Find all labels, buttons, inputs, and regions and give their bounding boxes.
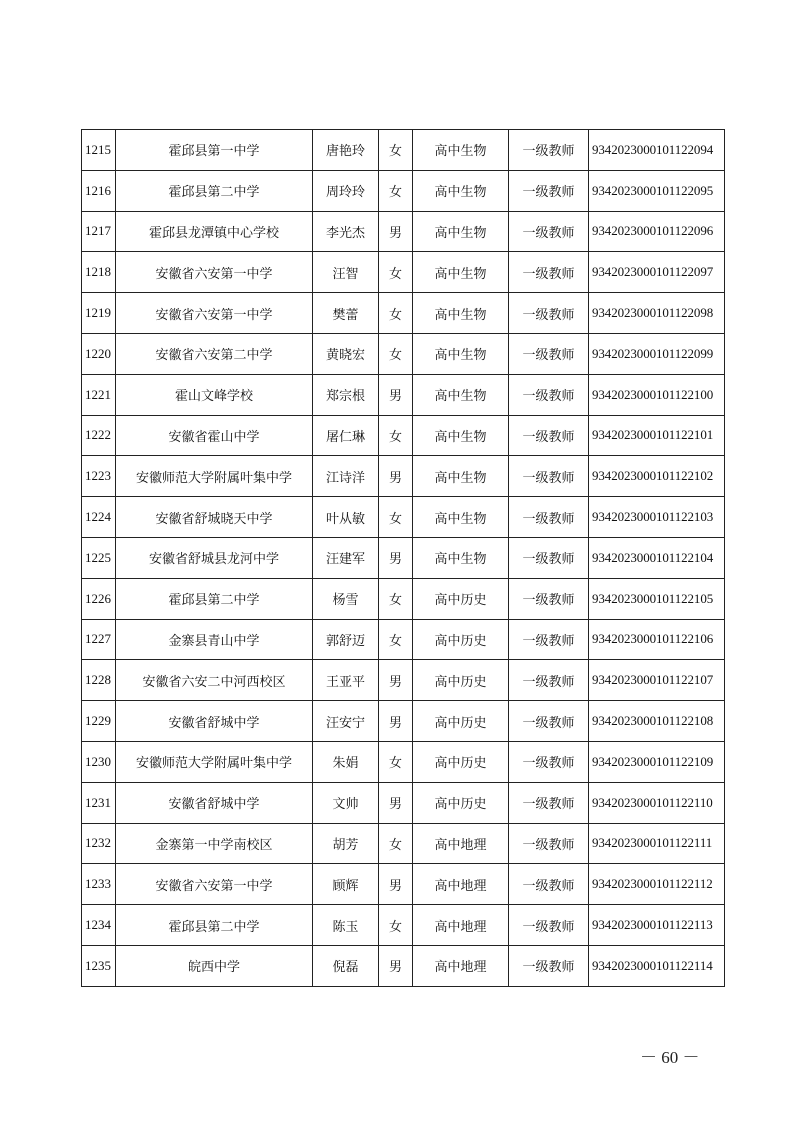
- teacher-name-cell: 唐艳玲: [313, 130, 379, 171]
- teacher-name-cell: 李光杰: [313, 211, 379, 252]
- teacher-name-cell: 叶从敏: [313, 497, 379, 538]
- professional-title-cell: 一级教师: [509, 252, 589, 293]
- subject-cell: 高中历史: [413, 782, 509, 823]
- gender-cell: 男: [379, 701, 413, 742]
- table-row: [82, 701, 725, 742]
- certificate-number-cell: 9342023000101122096: [589, 211, 725, 252]
- serial-number-cell: 1225: [82, 537, 116, 578]
- professional-title-cell: 一级教师: [509, 782, 589, 823]
- gender-cell: 女: [379, 415, 413, 456]
- teacher-name-cell: 汪智: [313, 252, 379, 293]
- school-cell: 安徽省舒城晓天中学: [116, 497, 313, 538]
- certificate-number-cell: 9342023000101122099: [589, 333, 725, 374]
- certificate-number-cell: 9342023000101122114: [589, 945, 725, 986]
- school-cell: 霍邱县第二中学: [116, 578, 313, 619]
- professional-title-cell: 一级教师: [509, 333, 589, 374]
- teacher-name-cell: 杨雪: [313, 578, 379, 619]
- school-cell: 安徽省六安第一中学: [116, 864, 313, 905]
- teacher-name-cell: 郭舒迈: [313, 619, 379, 660]
- teacher-name-cell: 江诗洋: [313, 456, 379, 497]
- certificate-number-cell: 9342023000101122094: [589, 130, 725, 171]
- subject-cell: 高中生物: [413, 211, 509, 252]
- school-cell: 金寨第一中学南校区: [116, 823, 313, 864]
- table-row: [82, 170, 725, 211]
- teacher-name-cell: 胡芳: [313, 823, 379, 864]
- table-row: [82, 130, 725, 171]
- school-cell: 霍邱县龙潭镇中心学校: [116, 211, 313, 252]
- professional-title-cell: 一级教师: [509, 741, 589, 782]
- subject-cell: 高中生物: [413, 293, 509, 334]
- subject-cell: 高中地理: [413, 945, 509, 986]
- professional-title-cell: 一级教师: [509, 578, 589, 619]
- serial-number-cell: 1234: [82, 905, 116, 946]
- professional-title-cell: 一级教师: [509, 497, 589, 538]
- school-cell: 安徽省六安第二中学: [116, 333, 313, 374]
- subject-cell: 高中地理: [413, 864, 509, 905]
- teacher-name-cell: 屠仁琳: [313, 415, 379, 456]
- school-cell: 安徽省舒城中学: [116, 782, 313, 823]
- certificate-number-cell: 9342023000101122102: [589, 456, 725, 497]
- professional-title-cell: 一级教师: [509, 293, 589, 334]
- table-row: [82, 211, 725, 252]
- gender-cell: 女: [379, 252, 413, 293]
- table-row: [82, 415, 725, 456]
- certificate-number-cell: 9342023000101122109: [589, 741, 725, 782]
- table-row: [82, 660, 725, 701]
- serial-number-cell: 1233: [82, 864, 116, 905]
- teacher-name-cell: 陈玉: [313, 905, 379, 946]
- table-row: [82, 823, 725, 864]
- gender-cell: 男: [379, 782, 413, 823]
- certificate-number-cell: 9342023000101122101: [589, 415, 725, 456]
- professional-title-cell: 一级教师: [509, 660, 589, 701]
- gender-cell: 女: [379, 293, 413, 334]
- gender-cell: 男: [379, 660, 413, 701]
- certificate-number-cell: 9342023000101122100: [589, 374, 725, 415]
- table-row: [82, 741, 725, 782]
- certificate-number-cell: 9342023000101122108: [589, 701, 725, 742]
- serial-number-cell: 1224: [82, 497, 116, 538]
- certificate-number-cell: 9342023000101122098: [589, 293, 725, 334]
- school-cell: 安徽省六安二中河西校区: [116, 660, 313, 701]
- gender-cell: 男: [379, 211, 413, 252]
- teacher-name-cell: 王亚平: [313, 660, 379, 701]
- teacher-name-cell: 倪磊: [313, 945, 379, 986]
- school-cell: 霍邱县第二中学: [116, 170, 313, 211]
- page-number: － 60 －: [640, 1048, 700, 1067]
- table-row: [82, 782, 725, 823]
- serial-number-cell: 1222: [82, 415, 116, 456]
- professional-title-cell: 一级教师: [509, 211, 589, 252]
- subject-cell: 高中生物: [413, 333, 509, 374]
- serial-number-cell: 1226: [82, 578, 116, 619]
- table-row: [82, 619, 725, 660]
- subject-cell: 高中生物: [413, 497, 509, 538]
- subject-cell: 高中生物: [413, 170, 509, 211]
- certificate-number-cell: 9342023000101122097: [589, 252, 725, 293]
- table-row: [82, 374, 725, 415]
- school-cell: 安徽师范大学附属叶集中学: [116, 456, 313, 497]
- subject-cell: 高中地理: [413, 823, 509, 864]
- certificate-number-cell: 9342023000101122095: [589, 170, 725, 211]
- professional-title-cell: 一级教师: [509, 619, 589, 660]
- school-cell: 安徽省六安第一中学: [116, 293, 313, 334]
- certificate-number-cell: 9342023000101122110: [589, 782, 725, 823]
- table-row: [82, 905, 725, 946]
- certificate-number-cell: 9342023000101122111: [589, 823, 725, 864]
- table-row: [82, 537, 725, 578]
- professional-title-cell: 一级教师: [509, 945, 589, 986]
- teacher-name-cell: 汪建军: [313, 537, 379, 578]
- school-cell: 安徽省霍山中学: [116, 415, 313, 456]
- professional-title-cell: 一级教师: [509, 701, 589, 742]
- serial-number-cell: 1220: [82, 333, 116, 374]
- teacher-roster-table: [81, 129, 725, 987]
- teacher-name-cell: 樊蕾: [313, 293, 379, 334]
- subject-cell: 高中历史: [413, 578, 509, 619]
- school-cell: 安徽省舒城县龙河中学: [116, 537, 313, 578]
- subject-cell: 高中历史: [413, 619, 509, 660]
- subject-cell: 高中生物: [413, 374, 509, 415]
- serial-number-cell: 1230: [82, 741, 116, 782]
- certificate-number-cell: 9342023000101122113: [589, 905, 725, 946]
- serial-number-cell: 1216: [82, 170, 116, 211]
- certificate-number-cell: 9342023000101122105: [589, 578, 725, 619]
- professional-title-cell: 一级教师: [509, 456, 589, 497]
- subject-cell: 高中生物: [413, 130, 509, 171]
- school-cell: 霍邱县第二中学: [116, 905, 313, 946]
- professional-title-cell: 一级教师: [509, 130, 589, 171]
- serial-number-cell: 1232: [82, 823, 116, 864]
- subject-cell: 高中历史: [413, 701, 509, 742]
- serial-number-cell: 1231: [82, 782, 116, 823]
- gender-cell: 男: [379, 537, 413, 578]
- table-row: [82, 497, 725, 538]
- school-cell: 霍邱县第一中学: [116, 130, 313, 171]
- professional-title-cell: 一级教师: [509, 374, 589, 415]
- serial-number-cell: 1229: [82, 701, 116, 742]
- serial-number-cell: 1235: [82, 945, 116, 986]
- serial-number-cell: 1221: [82, 374, 116, 415]
- school-cell: 霍山文峰学校: [116, 374, 313, 415]
- school-cell: 安徽师范大学附属叶集中学: [116, 741, 313, 782]
- gender-cell: 女: [379, 130, 413, 171]
- serial-number-cell: 1215: [82, 130, 116, 171]
- professional-title-cell: 一级教师: [509, 415, 589, 456]
- teacher-name-cell: 汪安宁: [313, 701, 379, 742]
- school-cell: 金寨县青山中学: [116, 619, 313, 660]
- serial-number-cell: 1227: [82, 619, 116, 660]
- professional-title-cell: 一级教师: [509, 170, 589, 211]
- professional-title-cell: 一级教师: [509, 823, 589, 864]
- school-cell: 安徽省舒城中学: [116, 701, 313, 742]
- table-row: [82, 456, 725, 497]
- professional-title-cell: 一级教师: [509, 537, 589, 578]
- roster-body: [82, 130, 725, 987]
- gender-cell: 男: [379, 864, 413, 905]
- school-cell: 皖西中学: [116, 945, 313, 986]
- certificate-number-cell: 9342023000101122107: [589, 660, 725, 701]
- subject-cell: 高中生物: [413, 252, 509, 293]
- teacher-name-cell: 周玲玲: [313, 170, 379, 211]
- subject-cell: 高中地理: [413, 905, 509, 946]
- gender-cell: 男: [379, 374, 413, 415]
- certificate-number-cell: 9342023000101122103: [589, 497, 725, 538]
- gender-cell: 女: [379, 619, 413, 660]
- gender-cell: 女: [379, 578, 413, 619]
- subject-cell: 高中历史: [413, 660, 509, 701]
- gender-cell: 女: [379, 741, 413, 782]
- teacher-name-cell: 朱娟: [313, 741, 379, 782]
- certificate-number-cell: 9342023000101122106: [589, 619, 725, 660]
- certificate-number-cell: 9342023000101122104: [589, 537, 725, 578]
- serial-number-cell: 1218: [82, 252, 116, 293]
- table-row: [82, 293, 725, 334]
- table-row: [82, 864, 725, 905]
- teacher-name-cell: 顾辉: [313, 864, 379, 905]
- teacher-name-cell: 黄晓宏: [313, 333, 379, 374]
- school-cell: 安徽省六安第一中学: [116, 252, 313, 293]
- gender-cell: 女: [379, 333, 413, 374]
- serial-number-cell: 1217: [82, 211, 116, 252]
- serial-number-cell: 1223: [82, 456, 116, 497]
- table-row: [82, 333, 725, 374]
- subject-cell: 高中生物: [413, 415, 509, 456]
- gender-cell: 女: [379, 905, 413, 946]
- subject-cell: 高中生物: [413, 537, 509, 578]
- subject-cell: 高中生物: [413, 456, 509, 497]
- table-row: [82, 578, 725, 619]
- serial-number-cell: 1228: [82, 660, 116, 701]
- teacher-name-cell: 文帅: [313, 782, 379, 823]
- subject-cell: 高中历史: [413, 741, 509, 782]
- teacher-name-cell: 郑宗根: [313, 374, 379, 415]
- professional-title-cell: 一级教师: [509, 864, 589, 905]
- gender-cell: 女: [379, 170, 413, 211]
- table-row: [82, 945, 725, 986]
- certificate-number-cell: 9342023000101122112: [589, 864, 725, 905]
- gender-cell: 女: [379, 823, 413, 864]
- gender-cell: 女: [379, 497, 413, 538]
- serial-number-cell: 1219: [82, 293, 116, 334]
- gender-cell: 男: [379, 945, 413, 986]
- gender-cell: 男: [379, 456, 413, 497]
- table-row: [82, 252, 725, 293]
- professional-title-cell: 一级教师: [509, 905, 589, 946]
